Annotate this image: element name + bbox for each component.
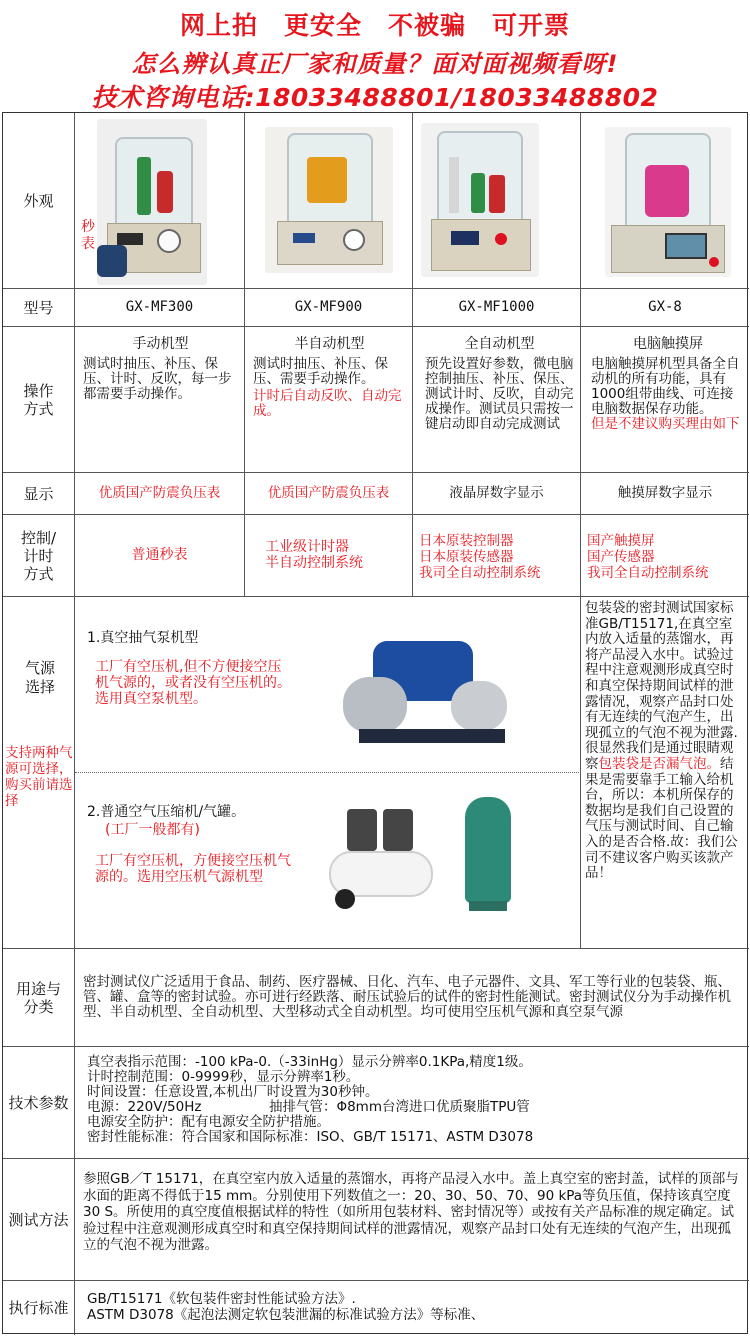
operation-col-2	[245, 327, 413, 473]
control-col-3	[413, 515, 581, 597]
air-side-explanation	[581, 597, 749, 949]
tech-line: 电源安全防护：配有电源安全防护措施。	[87, 1114, 330, 1130]
method-label: 测试方法	[8, 1210, 69, 1229]
operation-title: 半自动机型	[294, 336, 365, 352]
model-gx-8	[581, 289, 749, 327]
product-photo-gx-8	[605, 127, 731, 277]
row-label-control	[3, 515, 75, 597]
row-label-air	[3, 597, 75, 949]
display-col-4	[581, 473, 749, 515]
tech-line: 密封性能标准：符合国家和国际标准：ISO、GB/T 15171、ASTM D3078	[87, 1129, 534, 1145]
control-line: 半自动控制系统	[265, 555, 363, 571]
appearance-cell-1	[75, 113, 245, 289]
product-photo-gx-mf900	[265, 127, 393, 273]
stopwatch-note: 秒表	[81, 219, 95, 252]
row-label-appearance	[3, 113, 75, 289]
operation-note-red: 计时后自动反吹、自动完成。	[253, 388, 402, 419]
header-line-1: 网上拍 更安全 不被骗 可开票	[179, 11, 570, 40]
control-line: 工业级计时器	[265, 539, 349, 555]
display-value: 优质国产防震负压表	[267, 485, 390, 502]
air-option-1-note: 工厂有空压机,但不方便接空压机气源的，或者没有空压机的。选用真空泵机型。	[95, 659, 291, 707]
display-value: 优质国产防震负压表	[98, 485, 221, 502]
product-photo-gx-mf300	[97, 119, 207, 285]
air-tank-photo	[459, 791, 519, 917]
control-col-4	[581, 515, 749, 597]
model-value: GX-MF300	[125, 299, 194, 316]
air-option-2-subtitle: (工厂一般都有)	[105, 822, 200, 838]
air-option-vacuum-pump	[75, 597, 581, 773]
operation-col-1	[75, 327, 245, 473]
model-gx-mf900	[245, 289, 413, 327]
appearance-cell-2	[245, 113, 413, 289]
display-col-1	[75, 473, 245, 515]
control-line: 日本原装控制器	[419, 533, 514, 549]
row-label-standard	[3, 1281, 75, 1335]
promo-header	[0, 0, 750, 112]
operation-title: 全自动机型	[464, 336, 535, 352]
comparison-table	[2, 112, 748, 1334]
air-option-2-note: 工厂有空压机，方便接空压机气源的。选用空压机气源机型	[95, 853, 291, 885]
tech-line: 电源：220V/50Hz 抽排气管：Φ8mm台湾进口优质聚脂TPU管	[87, 1099, 530, 1115]
display-value: 液晶屏数字显示	[449, 485, 544, 502]
control-label: 控制/计时方式	[20, 528, 57, 583]
row-label-display	[3, 473, 75, 515]
usage-text: 密封测试仪广泛适用于食品、制药、医疗器械、日化、汽车、电子元器件、文具、军工等行业的包装袋、瓶、管、罐、盒等的密封试验。亦可进行经跌落、耐压试验后的试件的密封性能测试。密封测试仪分为手动操作机型、半自动机型、全自动机型、大型移动式全自动机型。均可使用空压机气源和真空泵气源	[75, 949, 749, 1047]
appearance-cell-3	[413, 113, 581, 289]
control-line: 日本原装传感器	[419, 549, 514, 565]
row-label-tech	[3, 1047, 75, 1159]
display-label: 显示	[23, 484, 54, 503]
display-value: 触摸屏数字显示	[617, 485, 713, 502]
control-col-1	[75, 515, 245, 597]
display-col-2	[245, 473, 413, 515]
control-line: 我司全自动控制系统	[587, 565, 709, 581]
operation-body: 电脑触摸屏机型具备全自动机的所有功能，具有1000组带曲线、可连接电脑数据保存功能。	[591, 356, 740, 417]
header-line-3-phone: 技术咨询电话:18033488801/18033488802	[91, 83, 659, 112]
air-label: 气源选择	[24, 659, 55, 696]
control-value: 普通秒表	[131, 547, 188, 564]
operation-body: 预先设置好参数，微电脑控制抽压、补压、保压、测试计时、反吹，自动完成操作。测试员只需按一键启动即自动完成测试	[425, 356, 574, 432]
control-line: 国产传感器	[587, 549, 655, 565]
standard-text	[75, 1281, 749, 1335]
tech-line: 真空表指示范围：-100 kPa-0.（-33inHg）显示分辨率0.1KPa,精度1级。	[87, 1054, 532, 1070]
model-value: GX-MF1000	[458, 299, 535, 316]
operation-col-3	[413, 327, 581, 473]
vacuum-pump-photo	[333, 611, 519, 761]
operation-title: 手动机型	[132, 336, 189, 352]
standard-label: 执行标准	[8, 1299, 69, 1317]
row-label-operation	[3, 327, 75, 473]
air-option-2-title: 2.普通空气压缩机/气罐。	[87, 804, 246, 820]
row-label-method	[3, 1159, 75, 1281]
control-col-2	[245, 515, 413, 597]
operation-col-4	[581, 327, 749, 473]
header-line-2: 怎么辨认真正厂家和质量？面对面视频看呀!	[131, 50, 619, 78]
control-line: 我司全自动控制系统	[419, 565, 541, 581]
tech-label: 技术参数	[8, 1093, 69, 1112]
tech-line: 时间设置：任意设置,本机出厂时设置为30秒钟。	[87, 1084, 379, 1100]
model-value: GX-MF900	[294, 299, 363, 316]
tech-params	[75, 1047, 749, 1159]
operation-body: 测试时抽压、补压、保压、计时、反吹，每一步都需要手动操作。	[83, 356, 232, 402]
display-col-3	[413, 473, 581, 515]
side-explanation-red: 包装袋是否漏气泡。	[598, 755, 720, 772]
appearance-cell-4	[581, 113, 749, 289]
air-option-1-title: 1.真空抽气泵机型	[87, 630, 199, 646]
model-gx-mf1000	[413, 289, 581, 327]
operation-body: 测试时抽压、补压、保压、需要手动操作。	[253, 356, 388, 387]
air-option-compressor	[75, 773, 581, 949]
usage-label: 用途与分类	[15, 979, 61, 1016]
method-text: 参照GB／T 15171，在真空室内放入适量的蒸馏水，再将产品浸入水中。盖上真空室的密封盖，试样的顶部与水面的距离不得低于15 mm。分别使用下列数值之一：20、30、50、70、90 kPa等负压值，保持该真空度30 S。所使用的真空度值根据试样的特性（如所用包装材料、密封情况等）或按有关产品标准的规定确定。试验过程中注意观测形成真空时和真空保持期间试样的泄露情况，观察产品封口处有无连续的气泡产生，出现孤立的气泡不视为泄露。	[75, 1159, 749, 1281]
operation-label: 操作方式	[23, 381, 54, 418]
control-line: 国产触摸屏	[587, 533, 655, 549]
model-value: GX-8	[648, 299, 682, 316]
standard-line: GB/T15171《软包装件密封性能试验方法》.	[87, 1291, 356, 1307]
model-gx-mf300	[75, 289, 245, 327]
operation-note-red: 但是不建议购买理由如下	[591, 416, 740, 432]
tech-line: 计时控制范围：0-9999秒，显示分辨率1秒。	[87, 1069, 360, 1085]
operation-title: 电脑触摸屏	[633, 336, 703, 352]
air-compressor-photo	[319, 795, 439, 915]
row-label-model	[3, 289, 75, 327]
model-label: 型号	[23, 298, 54, 317]
row-label-usage	[3, 949, 75, 1047]
side-explanation-text-2: 结果是需要靠手工输入给机台，所以：本机所保存的数据均是我们自己设置的气压与测试时间、自己输入的是否合格.故：我们公司不建议客户购买该款产品！	[585, 755, 738, 882]
side-explanation-text: 包装袋的密封测试国家标准GB/T15171,在真空室内放入适量的蒸馏水，再将产品浸入水中。试验过程中注意观测形成真空时和真空保持期间试样的泄露情况，观察产品封口处有无连续的气泡产生，出现孤立的气泡不视为泄露.很显然我们是通过眼睛观察	[585, 600, 738, 772]
appearance-label: 外观	[23, 191, 54, 210]
product-photo-gx-mf1000	[421, 123, 539, 277]
standard-line: ASTM D3078《起泡法测定软包装泄漏的标准试验方法》等标准、	[87, 1307, 485, 1323]
air-source-note: 支持两种气源可选择，购买前请选择	[5, 745, 73, 809]
